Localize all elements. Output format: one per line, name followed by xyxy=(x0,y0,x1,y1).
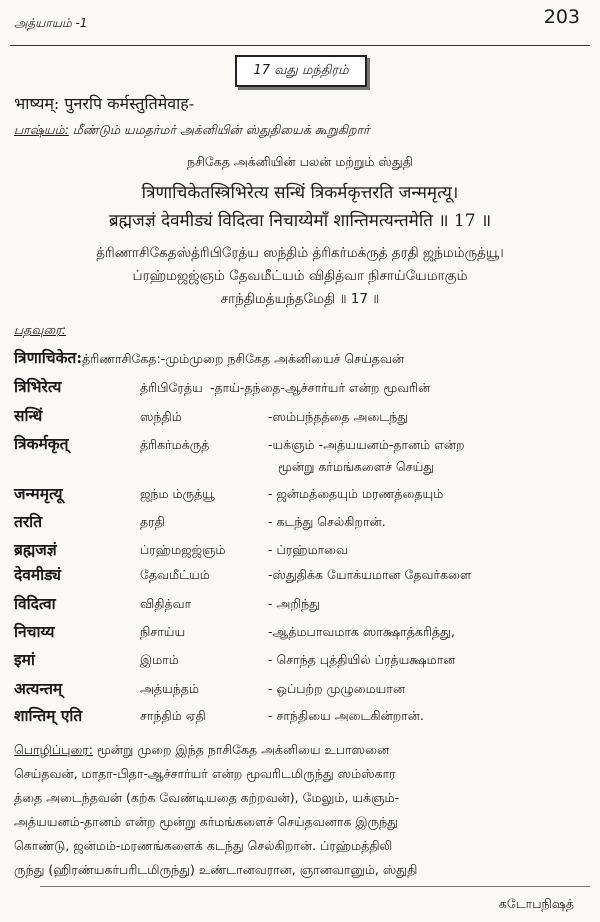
word-sanskrit: त्रिभिरेत्य xyxy=(14,377,62,396)
word-sanskrit: शान्तिम् एति xyxy=(14,706,83,725)
verse-tamil-line-2: ப்ரஹ்மஜஜ்ஞம் தேவமீட்யம் விதித்வா நிசாய்யேமாகும் xyxy=(132,268,468,284)
word-meaning-continued: மூன்று கர்மங்களைச் செய்து xyxy=(278,459,435,474)
bhashya-tamil xyxy=(14,122,370,139)
word-meaning: - சொந்த புத்தியில் ப்ரத்யக்ஷமான xyxy=(268,652,456,667)
word-sanskrit: अत्यन्तम् xyxy=(14,679,63,698)
mantra-title: 17 வது மந்திரம் xyxy=(253,63,349,78)
word-meaning: - ஜன்மத்தையும் மரணத்தையும் xyxy=(268,486,444,501)
word-tamil: இமாம் xyxy=(140,652,179,667)
word-sanskrit: ब्रह्मजज्ञं xyxy=(14,540,57,559)
padavurai-heading: பதவுரை: xyxy=(14,322,66,337)
word-meaning: -தாய்-தந்தை-ஆச்சார்யர் என்ற மூவரின் xyxy=(210,380,431,395)
verse-tamil-line-1: த்ரிணாசிகேதஸ்த்ரிபிரேத்ய ஸந்திம் த்ரிகர்மக்ருத் தரதி ஜந்மம்ருத்யூ। xyxy=(96,245,504,261)
verse-tamil-line-3: சாந்திமத்யந்தமேதி ॥ 17 ॥ xyxy=(220,291,380,307)
word-sanskrit: त्रिणाचिकेत: xyxy=(14,348,83,367)
word-meaning: -ஸம்பந்தத்தை அடைந்து xyxy=(268,409,409,424)
word-tamil: அத்யந்தம் xyxy=(140,681,199,696)
running-head: அத்யாயம் -1 xyxy=(14,16,88,30)
word-meaning: - கடந்து செல்கிறான். xyxy=(268,514,386,529)
word-tamil: த்ரிணாசிகேத: xyxy=(82,351,161,366)
word-sanskrit: विदित्वा xyxy=(14,594,56,613)
footer-book-title: கடோபநிஷத் xyxy=(498,896,574,911)
bhashya-tamil-label: பாஷ்யம்: xyxy=(14,122,69,137)
word-sanskrit: तरति xyxy=(14,512,43,531)
word-sanskrit: निचाय्य xyxy=(14,622,55,641)
word-tamil: த்ரிபிரேத்ய xyxy=(140,380,203,395)
word-tamil: விதித்வா xyxy=(140,596,192,611)
summary-line: அத்யயனம்-தானம் என்ற மூன்று கர்மங்களைச் செய்தவனாக இருந்து xyxy=(14,814,398,829)
bhashya-tamil-text: மீண்டும் யமதர்மர் அக்னியின் ஸ்துதியைக் கூறுகிறார் xyxy=(72,122,370,137)
word-meaning: -ஸ்துதிக்க யோக்யமான தேவர்களை xyxy=(268,567,472,582)
summary-line xyxy=(14,742,389,759)
header-rule xyxy=(10,45,590,46)
summary-line: ருந்து (ஹிரண்யகர்பரிடமிருந்து) உண்டானவரான, ஞானவானும், ஸ்துதி xyxy=(14,862,418,877)
word-meaning: -ஆத்மபாவமாக ஸாக்ஷாத்கரித்து, xyxy=(268,624,455,639)
summary-line: செய்தவன், மாதா-பிதா-ஆச்சார்யர் என்ற மூவரிடமிருந்து ஸம்ஸ்கார xyxy=(14,766,396,781)
word-tamil: ஜந்ம ம்ருத்யூ xyxy=(140,486,215,501)
word-tamil: தேவமீட்யம் xyxy=(140,567,210,582)
word-tamil: தரதி xyxy=(140,514,165,529)
word-meaning: - அறிந்து xyxy=(268,596,320,611)
word-sanskrit: देवमीड्यं xyxy=(14,565,61,584)
word-meaning: - ஒப்பற்ற முழுமையான xyxy=(268,681,406,696)
subheading: நசிகேத அக்னியின் பலன் மற்றும் ஸ்துதி xyxy=(187,154,413,169)
word-meaning: - சாந்தியை அடைகின்றான். xyxy=(268,708,424,723)
summary-line: கொண்டு, ஜன்மம்-மரணங்களைக் கடந்து செல்கிறான். ப்ரஹ்மத்திலி xyxy=(14,838,393,853)
word-sanskrit: इमां xyxy=(14,650,35,669)
summary-label: பொழிப்புரை: xyxy=(14,742,93,757)
word-tamil: ப்ரஹ்மஜஜ்ஞம் xyxy=(140,542,226,557)
word-tamil: சாந்திம் ஏதி xyxy=(140,708,206,723)
word-sanskrit: सन्धिं xyxy=(14,406,43,425)
page-number: 203 xyxy=(543,6,580,28)
word-tamil: நிசாய்ய xyxy=(140,624,186,639)
word-sanskrit: जन्ममृत्यू xyxy=(14,484,63,503)
mantra-title-box xyxy=(235,55,367,87)
verse-devanagari-line-1: त्रिणाचिकेतस्त्रिभिरेत्य सन्धिं त्रिकर्मकृत्तरति जन्ममृत्यू। xyxy=(141,183,459,203)
word-tamil: த்ரிகர்மக்ருத் xyxy=(140,437,210,452)
word-meaning: -யக்ஞம் -அத்யயனம்-தானம் என்ற xyxy=(268,437,465,452)
verse-devanagari-line-2: ब्रह्मजज्ञं देवमीड्यं विदित्वा निचाय्येमाँ शान्तिमत्यन्तमेति ॥ 17 ॥ xyxy=(108,211,492,231)
word-meaning-row xyxy=(14,346,404,368)
word-sanskrit: त्रिकर्मकृत् xyxy=(14,434,69,453)
word-meaning: -மும்முறை நசிகேத அக்னியைச் செய்தவன் xyxy=(160,351,405,366)
footer-rule xyxy=(40,886,590,887)
summary-text: மூன்று முறை இந்த நாசிகேத அக்னியை உபாஸனை xyxy=(96,742,390,757)
summary-line: த்தை அடைந்தவன் (கற்க வேண்டியதை கற்றவன்), மேலும், யக்ஞம்- xyxy=(14,790,400,805)
bhashya-sanskrit: भाष्यम्: पुनरपि कर्मस्तुतिमेवाह- xyxy=(14,94,195,113)
word-tamil: ஸந்திம் xyxy=(140,409,182,424)
word-meaning: - ப்ரஹ்மாவை xyxy=(268,542,348,557)
